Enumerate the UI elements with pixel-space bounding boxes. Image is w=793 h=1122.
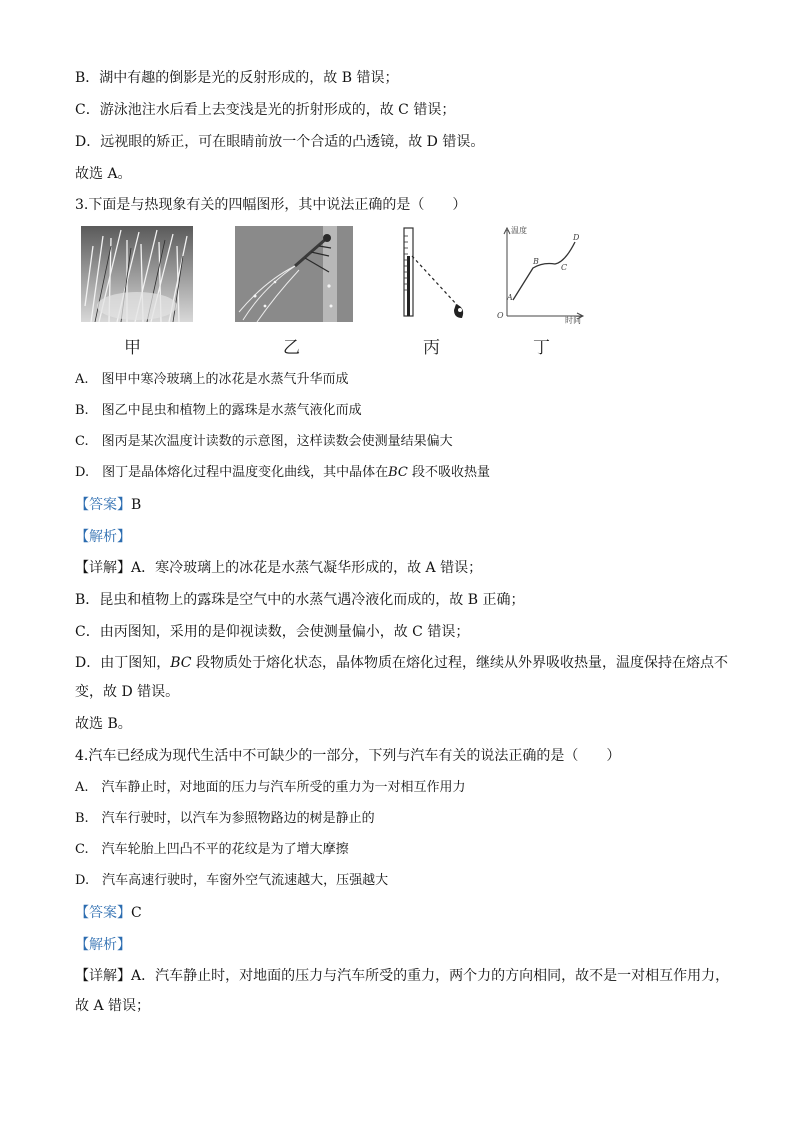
- analysis-tag-4: 【解析】: [75, 937, 131, 953]
- answer-value: B: [131, 497, 142, 513]
- question-3: 3.下面是与热现象有关的四幅图形，其中说法正确的是（ ）: [75, 197, 467, 213]
- detail-3a: 【详解】A．寒冷玻璃上的冰花是水蒸气凝华形成的，故 A 错误；: [75, 560, 483, 576]
- answer-tag: 【答案】: [75, 497, 131, 513]
- detail-4a: 【详解】A．汽车静止时，对地面的压力与汽车所受的重力，两个力的方向相同，故不是一对相互作用力，: [75, 968, 730, 984]
- answer-value: C: [131, 905, 142, 921]
- graph-y-label: 温度: [511, 226, 527, 235]
- analysis-tag-3: 【解析】: [75, 529, 131, 545]
- option-b: B. 汽车行驶时，以汽车为参照物路边的树是静止的: [75, 811, 375, 826]
- point-o-label: O: [497, 311, 504, 320]
- figure-bing-thermometer: [396, 226, 476, 322]
- figure-caption-ding: 丁: [533, 338, 550, 358]
- detail-tag: 【详解】: [75, 560, 131, 576]
- point-d-label: D: [573, 233, 580, 242]
- option-c: C. 汽车轮胎上凹凸不平的花纹是为了增大摩擦: [75, 842, 349, 857]
- text-line: D．远视眼的矫正，可在眼睛前放一个合适的凸透镜，故 D 错误。: [75, 134, 485, 150]
- figure-caption-yi: 乙: [283, 338, 300, 358]
- point-b-label: B: [533, 257, 539, 266]
- text-line: B．湖中有趣的倒影是光的反射形成的，故 B 错误；: [75, 70, 399, 86]
- figure-caption-bing: 丙: [423, 338, 440, 358]
- detail-3d-cont: 变，故 D 错误。: [75, 684, 180, 700]
- option-b: B. 图乙中昆虫和植物上的露珠是水蒸气液化而成: [75, 403, 362, 418]
- detail-3d: D．由丁图知，BC 段物质处于熔化状态，晶体物质在熔化过程，继续从外界吸收热量，温度保持在熔点不: [75, 655, 728, 671]
- point-a-label: A: [507, 293, 513, 302]
- option-a: A. 图甲中寒冷玻璃上的冰花是水蒸气升华而成: [75, 372, 349, 387]
- figure-caption-jia: 甲: [124, 338, 141, 358]
- text-line: C．游泳池注水后看上去变浅是光的折射形成的，故 C 错误；: [75, 102, 456, 118]
- point-c-label: C: [561, 263, 568, 272]
- option-a: A. 汽车静止时，对地面的压力与汽车所受的重力为一对相互作用力: [75, 780, 466, 795]
- question-4: 4.汽车已经成为现代生活中不可缺少的一部分，下列与汽车有关的说法正确的是（ ）: [75, 748, 621, 764]
- figure-yi-dragonfly-photo: [235, 226, 353, 322]
- option-c: C. 图丙是某次温度计读数的示意图，这样读数会使测量结果偏大: [75, 434, 453, 449]
- detail-3b: B．昆虫和植物上的露珠是空气中的水蒸气遇冷液化而成的，故 B 正确；: [75, 592, 525, 608]
- text-line: 故选 A。: [75, 166, 132, 182]
- option-d: D. 图丁是晶体熔化过程中温度变化曲线，其中晶体在BC 段不吸收热量: [75, 465, 490, 480]
- option-d: D. 汽车高速行驶时，车窗外空气流速越大，压强越大: [75, 873, 389, 888]
- graph-x-label: 时间: [565, 316, 581, 324]
- answer-tag: 【答案】: [75, 905, 131, 921]
- answer-4: [75, 903, 142, 923]
- select-3: 故选 B。: [75, 716, 132, 732]
- detail-4a-cont: 故 A 错误；: [75, 998, 151, 1014]
- figure-ding-melting-graph: [493, 224, 589, 324]
- detail-3c: C．由丙图知，采用的是仰视读数，会使测量偏小，故 C 错误；: [75, 624, 470, 640]
- answer-3: [75, 495, 141, 515]
- detail-tag: 【详解】: [75, 968, 131, 984]
- figure-jia-frost-photo: [81, 226, 193, 322]
